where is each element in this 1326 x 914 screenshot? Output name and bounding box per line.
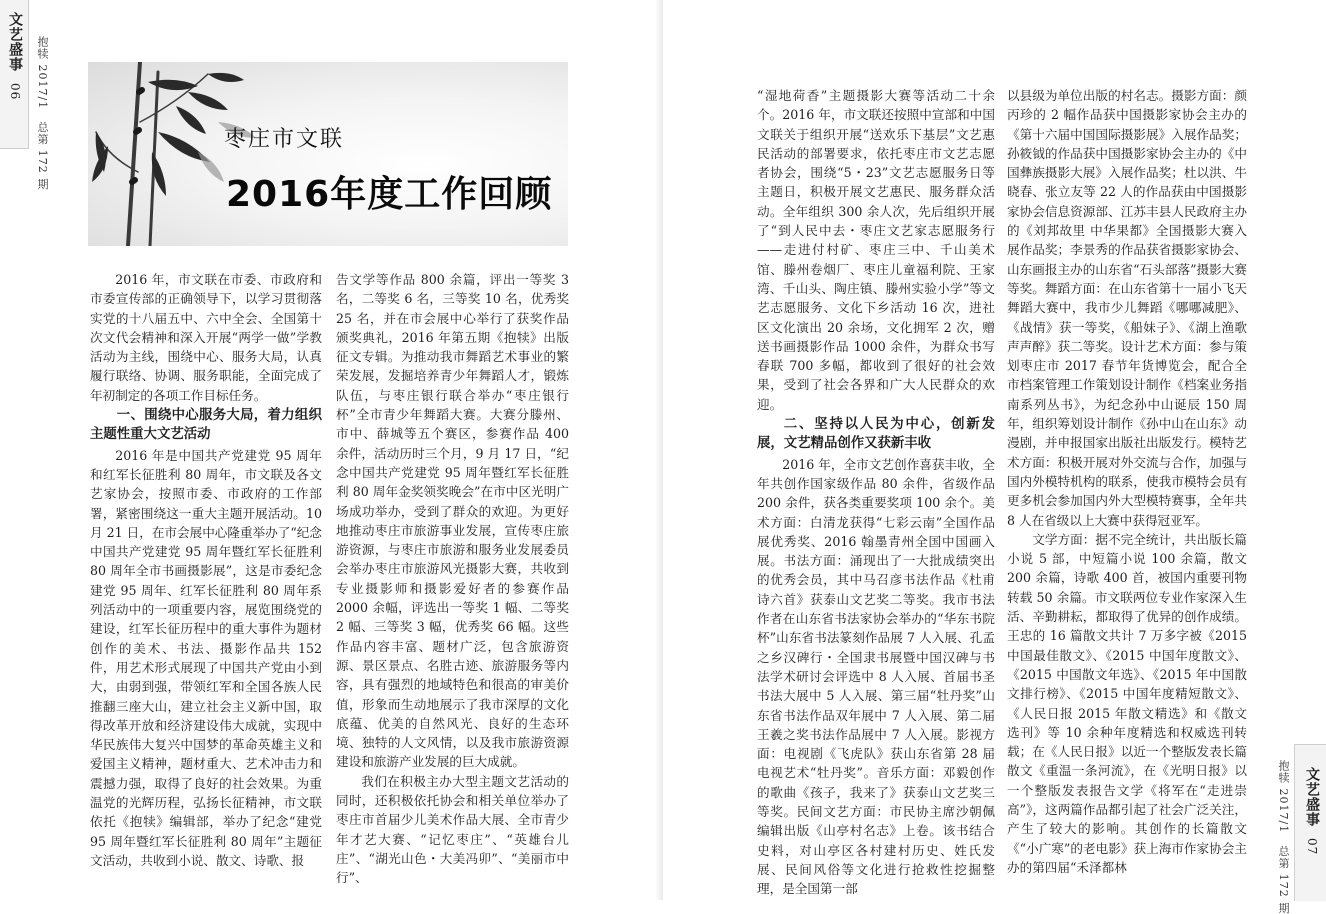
section-heading: 二、坚持以人民为中心，创新发展，文艺精品创作又获新丰收 — [757, 417, 995, 452]
page-number: 07 — [1305, 838, 1319, 856]
article-title: 2016年度工作回顾 — [226, 174, 553, 215]
paragraph: 2016 年，全市文艺创作喜获丰收，全年共创作国家级作品 80 余件，省级作品 200 余件，获各类重要奖项 100 余个。美术方面：白清龙获得“七彩云南”全国作品展优秀奖、2016 翰墨青州全国中国画入展。书法方面：涌现出了一大批成绩突出的优秀会员，其中马召彦书法作品《杜甫诗六首》获泰山文艺奖二等奖。我市书法作者在山东省书法家协会举办的“华东书院杯”山东省书法篆刻作品展 7 人入展、孔孟之乡汉碑行・全国隶书展暨中国汉碑与书法学术研讨会评选中 8 人入展、首届书圣书法大展中 5 人入展、第三届“牡丹奖”山东省书法作品双年展中 7 人入展、第二届王羲之奖书法作品展中 7 人入展。影视方面：电视剧《飞虎队》获山东省第 28 届电视艺术“牡丹奖”。音乐方面：邓毅创作的歌曲《孩子，我来了》获泰山文艺奖三等奖。民间文艺方面：市民协主席沙朝佩编辑出版《山亭村名志》上卷。该书结合史料，对山亭区各村建村历史、姓氏发展、民间风俗等文化进行抢救性挖掘整理，是全国第一部 — [757, 456, 995, 897]
text-column-4 — [1007, 86, 1247, 877]
paragraph: 告文学等作品 800 余篇，评出一等奖 3 名，二等奖 6 名，三等奖 10 名，优秀奖 25 名，并在市会展中心举行了获奖作品颁奖典礼，2016 年第五期《抱犊》出版征文专辑。为推动我市舞蹈艺术事业的繁荣发展，发掘培养青少年舞蹈人才，锻炼队伍，与枣庄银行联合举办“枣庄银行杯”全市青少年舞蹈大赛。大赛分滕州、市中、薛城等五个赛区，参赛作品 400 余件，活动历时三个月，9 月 17 日，“纪念中国共产党建党 95 周年暨红军长征胜利 80 周年金奖领奖晚会”在市中区光明广场成功举办，受到了群众的欢迎。为更好地推动枣庄市旅游事业发展，宣传枣庄旅游资源，与枣庄市旅游和服务业发展委员会举办枣庄市旅游风光摄影大赛，共收到专业摄影师和摄影爱好者的参赛作品 2000 余幅，评选出一等奖 1 幅、二等奖 2 幅、三等奖 3 幅，优秀奖 66 幅。这些作品内容丰富、题材广泛，包含旅游资源、景区景点、名胜古迹、旅游服务等内容，具有强烈的地域特色和很高的审美价值，形象而生动地展示了我市深厚的文化底蕴、优美的自然风光、良好的生态环境、独特的人文风情，以及我市旅游资源建设和旅游产业发展的巨大成就。 — [336, 272, 569, 770]
section-tab-left — [0, 0, 29, 149]
issue-info: 抱犊 2017/1 总第 172 期 — [36, 36, 49, 191]
paragraph: 文学方面：据不完全统计，共出版长篇小说 5 部，中短篇小说 100 余篇，散文 200 余篇，诗歌 400 首，被国内重要刊物转载 50 余篇。市文联两位专业作家深入生活、辛勤耕耘，都取得了优异的创作成绩。王忠的 16 篇散文共计 7 万多字被《2015 中国最佳散文》、《2015 中国年度散文》、《2015 中国散文年选》、《2015 年中国散文排行榜》、《2015 中国年度精短散文》、《人民日报 2015 年散文精选》和《散文选刊》等 10 余种年度精选和权威选刊转载；在《人民日报》以近一个整版发表长篇散文《重温一条河流》，在《光明日报》以一个整版发表报告文学《将军在“走进崇高”》，这两篇作品都引起了社会广泛关注，产生了较大的影响。其创作的长篇散文《“小广寒”的老电影》获上海市作家协会主办的第四届“禾泽都林 — [1007, 531, 1247, 875]
section-heading: 一、围绕中心服务大局，着力组织主题性重大文艺活动 — [90, 408, 322, 443]
article-subtitle: 枣庄市文联 — [224, 127, 345, 152]
paragraph: 我们在积极主办大型主题文艺活动的同时，还积极依托协会和相关单位举办了枣庄市首届少儿美术作品大展、全市青少年才艺大赛、“记忆枣庄”、“英雄台儿庄”、“湖光山色・大美冯卯”、“美丽市中行”、 — [336, 773, 569, 886]
left-page — [0, 0, 663, 900]
page-number: 06 — [8, 83, 22, 101]
bamboo-illustration-icon — [88, 62, 568, 246]
right-page — [663, 0, 1326, 914]
paragraph: 2016 年是中国共产党建党 95 周年和红军长征胜利 80 周年，市文联及各文艺家协会，按照市委、市政府的工作部署，紧密围绕这一重大主题开展活动。10 月 21 日，在市会展中心隆重举办了“纪念中国共产党建党 95 周年暨红军长征胜利 80 周年全市书画摄影展”，这是市委纪念建党 95 周年、红军长征胜利 80 周年系列活动中的一项重要内容，展览围绕党的建设，红军长征历程中的重大事件为题材创作的美术、书法、摄影作品共 152 件，用艺术形式展现了中国共产党由小到大，由弱到强，带领红军和全国各族人民推翻三座大山，建立社会主义新中国，取得改革开放和经济建设伟大成就，实现中华民族伟大复兴中国梦的革命英雄主义和爱国主义精神，题材重大、艺术冲击力和震撼力强，取得了良好的社会效果。为重温党的光辉历程，弘扬长征精神，市文联依托《抱犊》编辑部，举办了纪念“建党 95 周年暨红军长征胜利 80 周年”主题征文活动，共收到小说、散文、诗歌、报 — [90, 447, 322, 868]
paragraph: 以县级为单位出版的村名志。摄影方面：颜丙珍的 2 幅作品获中国摄影家协会主办的《第十六届中国国际摄影展》入展作品奖；孙筱钺的作品获中国摄影家协会主办的《中国彝族摄影大展》入展作品奖；杜以洪、牛晓春、张立友等 22 人的作品获由中国摄影家协会信息资源部、江苏丰县人民政府主办的《刘邦故里 中华果都》全国摄影大赛入展作品奖；李景秀的作品获省摄影家协会、山东画报主办的山东省“石头部落”摄影大赛等奖。舞蹈方面：在山东省第十一届小飞天舞蹈大赛中，我市少儿舞蹈《哪哪减肥》、《战情》获一等奖，《船妹子》、《湖上渔歌声声醉》获二等奖。设计艺术方面：参与策划枣庄市 2017 春节年货博览会，配合全市档案管理工作策划设计制作《档案业务指南系列丛书》，为纪念孙中山诞辰 150 周年，组织筹划设计制作《孙中山在山东》动漫剧，并申报国家出版社出版发行。模特艺术方面：积极开展对外交流与合作，加强与国内外模特机构的联系，使我市模特会员有更多机会参加国内外大型模特赛事，全年共 8 人在省级以上大赛中获得冠亚军。 — [1007, 88, 1247, 528]
section-tab-right — [1294, 744, 1326, 901]
paragraph: “湿地荷香”主题摄影大赛等活动二十余个。2016 年，市文联还按照中宣部和中国文联关于组织开展“送欢乐下基层”文艺惠民活动的部署要求，依托枣庄市文艺志愿者协会，围绕“5・23”文艺志愿服务日等主题日，积极开展文艺惠民、服务群众活动。全年组织 300 余人次，先后组织开展了“到人民中去・枣庄文艺家志愿服务行——走进付村矿、枣庄三中、千山美术馆、滕州卷烟厂、枣庄儿童福利院、王家湾、千山头、陶庄镇、滕州实验小学”等文艺志愿服务、文化下乡活动 16 次，进社区文化演出 20 余场，文化拥军 2 次，赠送书画摄影作品 1000 余件，为群众书写春联 700 多幅，都收到了很好的社会效果，受到了社会各界和广大人民群众的欢迎。 — [757, 88, 995, 412]
text-column-1 — [90, 270, 322, 870]
text-column-3 — [757, 86, 995, 898]
text-column-2 — [336, 270, 569, 888]
issue-info: 抱犊 2017/1 总第 172 期 — [1277, 760, 1290, 914]
header-banner — [88, 62, 568, 246]
paragraph: 2016 年，市文联在市委、市政府和市委宣传部的正确领导下，以学习贯彻落实党的十八届五中、六中全会、全国第十次文代会精神和深入开展“两学一做”学教活动为主线，围绕中心、服务大局，认真履行联络、协调、服务职能，全面完成了年初制定的各项工作目标任务。 — [90, 272, 322, 403]
section-tab-label: 文艺盛事 — [1304, 767, 1320, 827]
section-tab-label: 文艺盛事 — [7, 12, 23, 72]
